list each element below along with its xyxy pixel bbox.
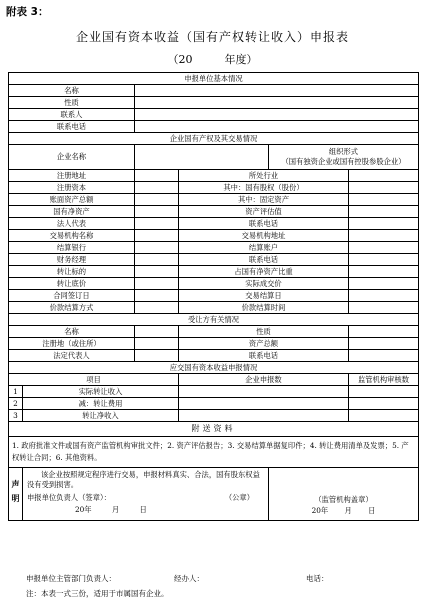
property-value[interactable] [135, 254, 179, 266]
property-label: 账面资产总额 [9, 194, 135, 206]
property-label: 价款结算时间 [179, 302, 349, 314]
applicant-label: 名称 [9, 85, 135, 97]
attachment-label: 附表 3： [6, 6, 49, 18]
property-label: 其中：固定资产 [179, 194, 349, 206]
footer-signature-line [26, 573, 406, 584]
transferee-label: 法定代表人 [9, 350, 135, 362]
payable-row-number: 2 [9, 398, 23, 410]
property-label: 联系电话 [179, 218, 349, 230]
payable-audited-value[interactable] [349, 410, 419, 422]
property-label: 法人代表 [9, 218, 135, 230]
property-value[interactable] [135, 194, 179, 206]
transferee-value[interactable] [349, 326, 419, 338]
property-value[interactable] [349, 278, 419, 290]
transferee-value[interactable] [135, 326, 179, 338]
property-label: 合同签订日 [9, 290, 135, 302]
transferee-value[interactable] [349, 338, 419, 350]
property-value[interactable] [349, 302, 419, 314]
transferee-label: 注册地（或住所） [9, 338, 135, 350]
section-applicant: 申报单位基本情况 [9, 73, 419, 85]
signer-label: 申报单位负责人（签章）： [27, 493, 111, 502]
section-payable: 应交国有资本收益申报情况 [9, 362, 419, 374]
payable-declared-value[interactable] [179, 410, 349, 422]
property-label: 结算账户 [179, 242, 349, 254]
company-name-label: 企业名称 [9, 145, 135, 170]
property-label: 占国有净资产比重 [179, 266, 349, 278]
payable-audited-value[interactable] [349, 386, 419, 398]
payable-row-item: 减：转让费用 [23, 398, 179, 410]
supervisor-date: 20年 月 日 [311, 506, 376, 515]
payable-row-number: 3 [9, 410, 23, 422]
payable-row-number: 1 [9, 386, 23, 398]
property-value[interactable] [349, 170, 419, 182]
payable-row-item: 实际转让收入 [23, 386, 179, 398]
property-value[interactable] [349, 206, 419, 218]
section-transferee: 受让方有关情况 [9, 314, 419, 326]
org-form-cell [269, 145, 419, 170]
property-value[interactable] [135, 278, 179, 290]
declaration-text: 该企业按照规定程序进行交易，申报材料真实、合法，国有股东权益没有受到损害。 [27, 470, 260, 489]
transferee-value[interactable] [135, 338, 179, 350]
property-label: 转让标的 [9, 266, 135, 278]
transferee-label: 名称 [9, 326, 135, 338]
property-label: 结算银行 [9, 242, 135, 254]
property-value[interactable] [135, 266, 179, 278]
transferee-value[interactable] [135, 350, 179, 362]
applicant-value[interactable] [135, 109, 419, 121]
declaration-label: 声明 [9, 468, 23, 521]
property-label: 交易机构地址 [179, 230, 349, 242]
property-label: 所处行业 [179, 170, 349, 182]
payable-header-item: 项目 [9, 374, 179, 386]
year-close: 年度） [224, 53, 258, 66]
transferee-value[interactable] [349, 350, 419, 362]
attachments-list: 1. 政府批准文件或国有资产监管机构审批文件；2. 资产评估报告；3. 交易结算单据复印件；4. 转让费用清单及发票；5. 产权转让合同；6. 其他资料。 [9, 437, 419, 468]
form-year [0, 51, 425, 67]
payable-declared-value[interactable] [179, 386, 349, 398]
footer-note: 注：本表一式三份，适用于市属国有企业。 [26, 589, 169, 598]
transferee-label: 联系电话 [179, 350, 349, 362]
property-value[interactable] [135, 170, 179, 182]
phone-label: 电话： [306, 574, 329, 583]
form-title: 企业国有资本收益（国有产权转让收入）申报表 [75, 30, 349, 44]
supervisor-box[interactable] [269, 468, 419, 521]
payable-header-audited: 监管机构审核数 [349, 374, 419, 386]
applicant-value[interactable] [135, 121, 419, 133]
property-label: 交易机构名称 [9, 230, 135, 242]
property-label: 国有净资产 [9, 206, 135, 218]
year-open: （20 [167, 53, 193, 66]
declaration-sign-line [27, 493, 264, 503]
property-label: 注册地址 [9, 170, 135, 182]
property-value[interactable] [349, 194, 419, 206]
payable-declared-value[interactable] [179, 398, 349, 410]
dept-head-label: 申报单位主管部门负责人： [26, 574, 116, 583]
property-value[interactable] [349, 230, 419, 242]
attachments-header: 附送资料 [9, 422, 419, 437]
property-label: 交易结算日 [179, 290, 349, 302]
declaration-form-table [8, 72, 419, 521]
applicant-label: 性质 [9, 97, 135, 109]
property-value[interactable] [349, 254, 419, 266]
section-property: 企业国有产权及其交易情况 [9, 133, 419, 145]
property-value[interactable] [135, 182, 179, 194]
declaration-date: 20年 月 日 [75, 505, 147, 514]
property-value[interactable] [349, 266, 419, 278]
property-label: 资产评估值 [179, 206, 349, 218]
supervisor-seal-label: （监管机构盖章） [314, 495, 373, 504]
handler-label: 经办人： [174, 574, 204, 583]
property-value[interactable] [349, 290, 419, 302]
property-value[interactable] [135, 290, 179, 302]
applicant-label: 联系人 [9, 109, 135, 121]
property-value[interactable] [135, 206, 179, 218]
company-name-value[interactable] [135, 145, 269, 170]
property-label: 实际成交价 [179, 278, 349, 290]
applicant-label: 联系电话 [9, 121, 135, 133]
payable-header-declared: 企业申报数 [179, 374, 349, 386]
property-label: 注册资本 [9, 182, 135, 194]
transferee-label: 资产总额 [179, 338, 349, 350]
property-value[interactable] [349, 182, 419, 194]
property-value[interactable] [135, 218, 179, 230]
applicant-value[interactable] [135, 85, 419, 97]
property-label: 财务经理 [9, 254, 135, 266]
payable-row-item: 转让净收入 [23, 410, 179, 422]
property-value[interactable] [135, 242, 179, 254]
property-label: 转让底价 [9, 278, 135, 290]
property-value[interactable] [135, 230, 179, 242]
org-form-note: （国有独资企业或国有控股参股企业） [281, 157, 406, 166]
org-form-title: 组织形式 [328, 147, 359, 156]
declaration-box [23, 468, 269, 521]
property-label: 其中：国有股权（股份） [179, 182, 349, 194]
official-seal-label: （公章） [224, 493, 254, 502]
transferee-label: 性质 [179, 326, 349, 338]
applicant-value[interactable] [135, 97, 419, 109]
property-value[interactable] [349, 218, 419, 230]
property-value[interactable] [349, 242, 419, 254]
payable-audited-value[interactable] [349, 398, 419, 410]
property-label: 价款结算方式 [9, 302, 135, 314]
property-label: 联系电话 [179, 254, 349, 266]
property-value[interactable] [135, 302, 179, 314]
